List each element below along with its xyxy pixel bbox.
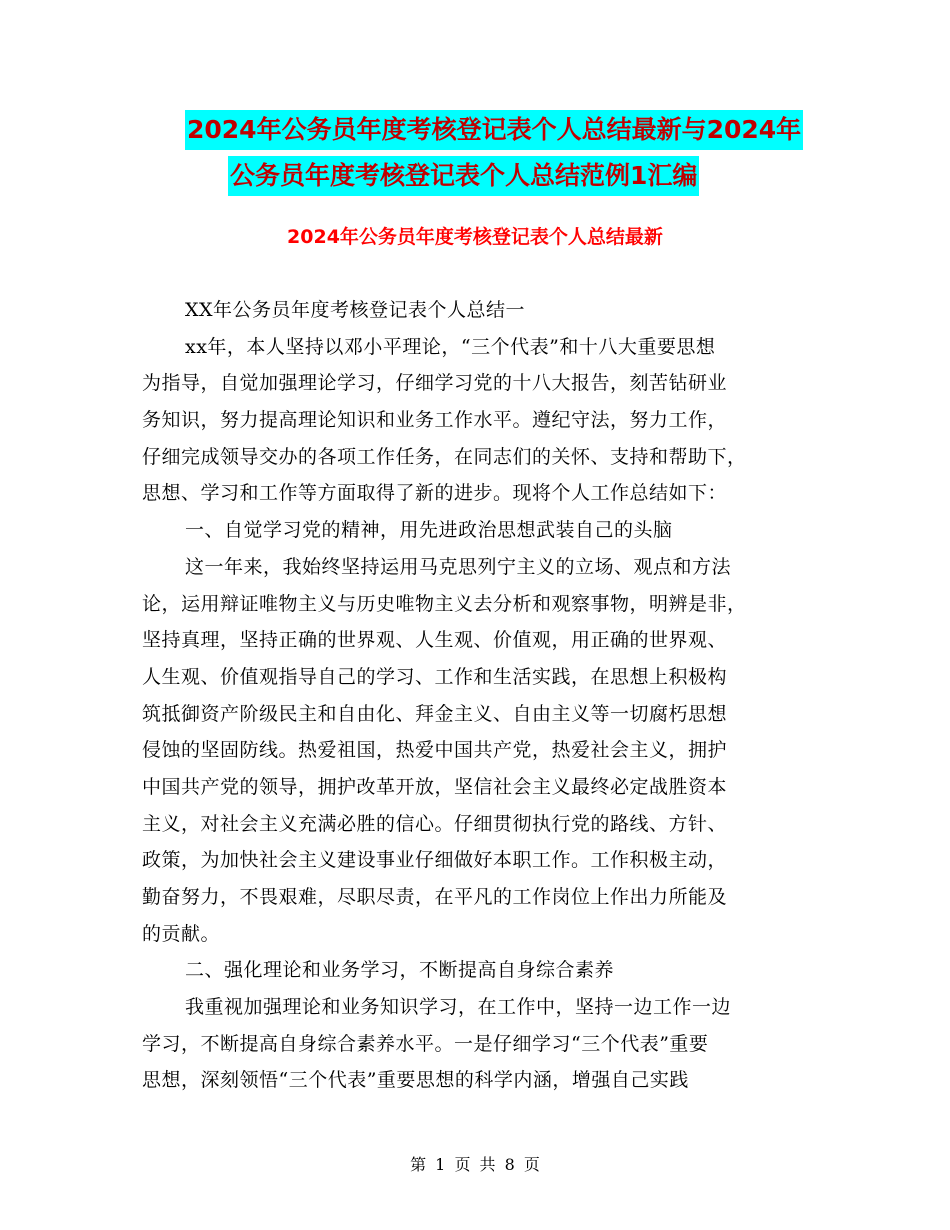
text-line: 我重视加强理论和业务知识学习，在工作中，坚持一边工作一边 <box>185 996 732 1019</box>
text-line: 这一年来，我始终坚持运用马克思列宁主义的立场、观点和方法 <box>185 555 732 578</box>
text-line: 主义，对社会主义充满必胜的信心。仔细贯彻执行党的路线、方针、 <box>142 812 728 835</box>
text-line: XX年公务员年度考核登记表个人总结一 <box>185 299 526 321</box>
text-line: 仔细完成领导交办的各项工作任务，在同志们的关怀、支持和帮助下， <box>142 445 747 468</box>
text-line: 坚持真理，坚持正确的世界观、人生观、价值观，用正确的世界观、 <box>142 629 728 652</box>
text-line: 政策，为加快社会主义建设事业仔细做好本职工作。工作积极主动， <box>142 849 728 872</box>
text-line: 中国共产党的领导，拥护改革开放，坚信社会主义最终必定战胜资本 <box>142 775 728 798</box>
text-line: 勤奋努力，不畏艰难，尽职尽责，在平凡的工作岗位上作出力所能及 <box>142 886 728 908</box>
text-line: 二、强化理论和业务学习，不断提高自身综合素养 <box>185 959 615 982</box>
text-line: 思想、学习和工作等方面取得了新的进步。现将个人工作总结如下： <box>142 482 728 505</box>
document-body <box>142 292 807 1099</box>
text-line: 思想，深刻领悟“三个代表”重要思想的科学内涵，增强自己实践 <box>142 1069 689 1092</box>
section-heading: 2024年公务员年度考核登记表个人总结最新 <box>287 226 663 248</box>
text-line: 为指导，自觉加强理论学习，仔细学习党的十八大报告，刻苦钻研业 <box>142 372 728 395</box>
text-line: 侵蚀的坚固防线。热爱祖国，热爱中国共产党，热爱社会主义，拥护 <box>142 739 728 762</box>
text-line: xx年，本人坚持以邓小平理论，“三个代表”和十八大重要思想 <box>185 335 716 358</box>
text-line: 筑抵御资产阶级民主和自由化、拜金主义、自由主义等一切腐朽思想 <box>142 702 728 725</box>
title-line-2: 公务员年度考核登记表个人总结范例1汇编 <box>228 156 699 196</box>
text-line: 一、自觉学习党的精神，用先进政治思想武装自己的头脑 <box>185 519 673 542</box>
text-line: 人生观、价值观指导自己的学习、工作和生活实践，在思想上积极构 <box>142 665 728 688</box>
text-line: 务知识，努力提高理论知识和业务工作水平。遵纪守法，努力工作， <box>142 409 728 432</box>
text-line: 学习，不断提高自身综合素养水平。一是仔细学习“三个代表”重要 <box>142 1032 709 1055</box>
text-line: 论，运用辩证唯物主义与历史唯物主义去分析和观察事物，明辨是非， <box>142 592 747 615</box>
page-footer: 第 1 页 共 8 页 <box>410 1155 540 1174</box>
text-line: 的贡献。 <box>142 922 221 945</box>
title-line-1: 2024年公务员年度考核登记表个人总结最新与2024年 <box>185 110 803 150</box>
